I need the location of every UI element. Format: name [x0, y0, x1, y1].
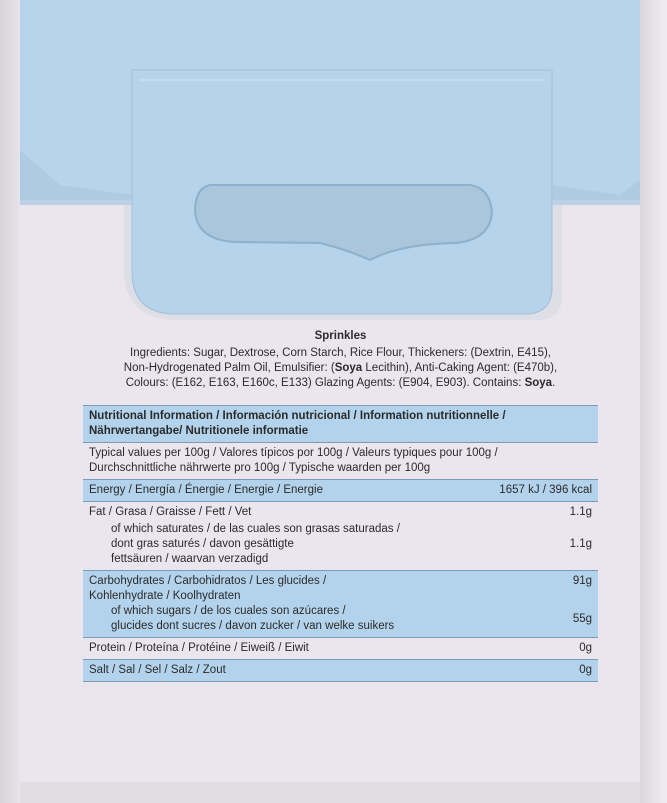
ingredients-line-3: Colours: (E162, E163, E160c, E133) Glazing Agents: (E904, E903). Contains: Soya.: [125, 377, 556, 389]
salt-row: Salt / Sal / Sel / Salz / Zout 0g: [83, 660, 598, 682]
ingredients-text: [83, 346, 598, 391]
nutrition-table: [83, 405, 598, 682]
saturates-value: 1.1g: [569, 538, 592, 550]
saturates-row: of which saturates / de las cuales son grasas saturadas / dont gras saturés / davon gesättigte fettsäuren / waarvan verzadigd 1.1g: [111, 523, 592, 565]
label-panel: [83, 330, 598, 682]
salt-value: 0g: [579, 664, 592, 676]
sugars-row: of which sugars / de los cuales son azúcares / glucides dont sucres / davon zucker / van welke suikers 55g: [111, 605, 592, 632]
energy-row: Energy / Energía / Énergie / Energie / Energie 1657 kJ / 396 kcal: [83, 480, 598, 502]
carbohydrates-row: Carbohydrates / Carbohidratos / Les glucides / Kohlenhydrate / Koolhydraten 91g of which sugars / de los cuales son azúcares / glucides dont sucres / davon zucker / van welke suikers 55g: [83, 571, 598, 638]
protein-value: 0g: [579, 642, 592, 654]
energy-value: 1657 kJ / 396 kcal: [499, 484, 592, 496]
protein-row: Protein / Proteína / Protéine / Eiweiß / Eiwit 0g: [83, 638, 598, 660]
fat-value: 1.1g: [569, 506, 592, 518]
fat-row: Fat / Grasa / Graisse / Fett / Vet 1.1g of which saturates / de las cuales son grasas saturadas / dont gras saturés / davon gesättigte fettsäuren / waarvan verzadigd 1.1g: [83, 502, 598, 571]
typical-values-row: Typical values per 100g / Valores típicos por 100g / Valeurs typiques pour 100g / Durchschnittliche nährwerte pro 100g / Typische waarden per 100g: [83, 443, 598, 480]
nutrition-header: Nutritional Information / Información nutricional / Information nutritionnelle / Nährwertangabe/ Nutritionele informatie: [83, 406, 598, 443]
sugars-value: 55g: [572, 613, 592, 625]
ingredients-line-2: Non-Hydrogenated Palm Oil, Emulsifier: (Soya Lecithin), Anti-Caking Agent: (E470b),: [123, 362, 558, 374]
ingredients-line-1: Ingredients: Sugar, Dextrose, Corn Starch, Rice Flour, Thickeners: (Dextrin, E415),: [130, 347, 551, 359]
product-name: Sprinkles: [314, 330, 367, 342]
carbohydrates-value: 91g: [572, 575, 592, 587]
